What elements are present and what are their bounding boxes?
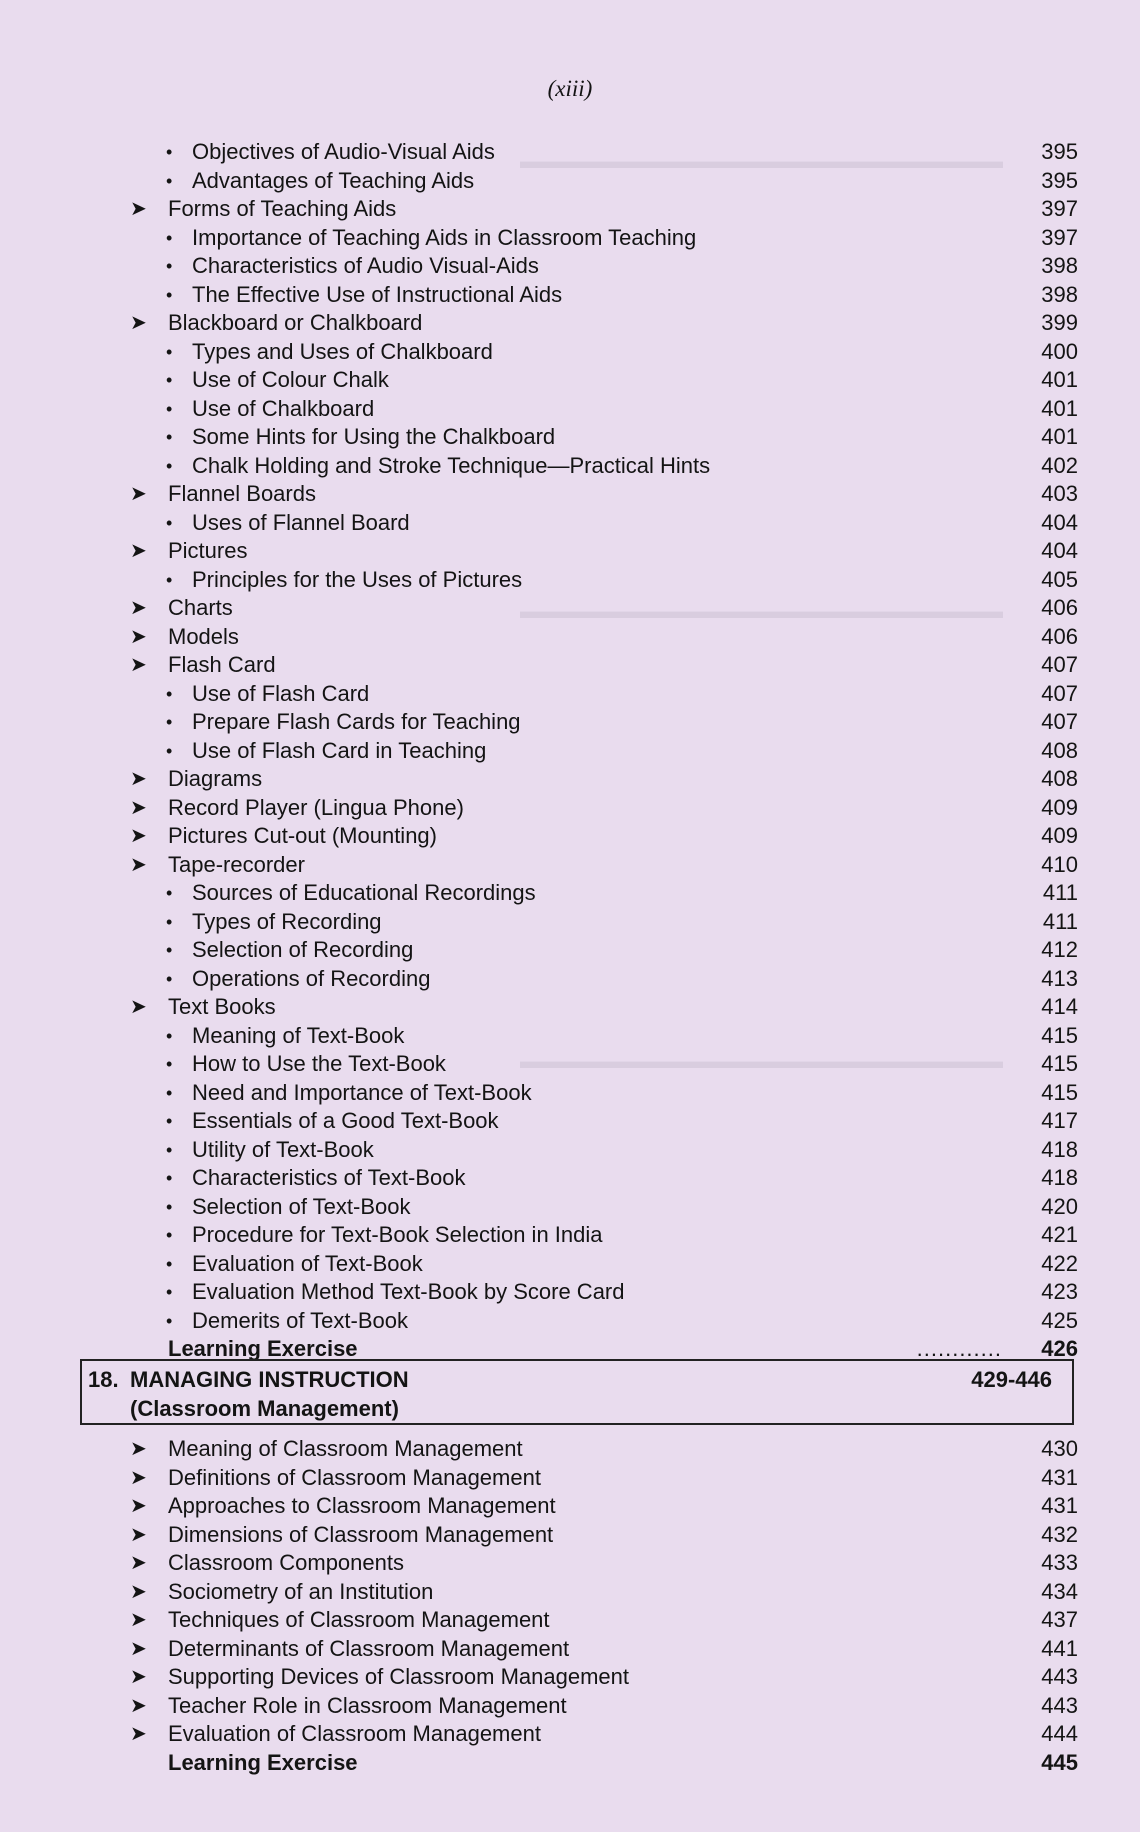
toc-entry bbox=[80, 395, 1078, 424]
entry-page-number: 408 bbox=[1041, 766, 1078, 791]
dot-bullet-icon: • bbox=[166, 142, 173, 162]
dot-bullet-icon: • bbox=[166, 883, 173, 903]
entry-page-number: 409 bbox=[1041, 794, 1078, 820]
entry-title: Forms of Teaching Aids bbox=[168, 196, 397, 221]
dot-bullet-icon: • bbox=[166, 284, 173, 305]
entry-title: Selection of Text-Book bbox=[192, 1193, 411, 1219]
entry-page-number: 401 bbox=[1041, 367, 1078, 392]
arrow-bullet-icon: ➤ bbox=[130, 1552, 147, 1574]
toc-entry bbox=[80, 338, 1078, 367]
entry-page-number: 407 bbox=[1041, 652, 1078, 677]
entry-page-number: 415 bbox=[1041, 1079, 1078, 1105]
toc-entry bbox=[80, 167, 1078, 196]
entry-page-number: 406 bbox=[1041, 595, 1078, 620]
toc-entry bbox=[80, 851, 1078, 880]
arrow-bullet-icon: ➤ bbox=[130, 1466, 147, 1489]
dot-bullet-icon: • bbox=[166, 341, 173, 362]
chapter-page-range: 429-446 bbox=[971, 1367, 1052, 1392]
entry-page-number: 413 bbox=[1041, 965, 1078, 991]
entry-page-number: 444 bbox=[1041, 1721, 1078, 1746]
page-number: (xiii) bbox=[547, 76, 593, 101]
toc-entry bbox=[80, 480, 1078, 509]
toc-entry bbox=[80, 1692, 1078, 1721]
entry-page-number: 400 bbox=[1041, 338, 1078, 364]
toc-entry bbox=[80, 1492, 1078, 1521]
entry-title: How to Use the Text-Book bbox=[192, 1051, 446, 1076]
entry-title: Some Hints for Using the Chalkboard bbox=[192, 424, 556, 449]
entry-title: Use of Flash Card in Teaching bbox=[192, 737, 487, 763]
dot-bullet-icon: • bbox=[166, 1168, 173, 1188]
toc-entry bbox=[80, 680, 1078, 709]
entry-page-number: 414 bbox=[1041, 994, 1078, 1019]
entry-title: Pictures Cut-out (Mounting) bbox=[168, 823, 437, 848]
arrow-bullet-icon: ➤ bbox=[130, 483, 147, 505]
dot-bullet-icon: • bbox=[166, 683, 173, 704]
entry-title: Charts bbox=[168, 595, 233, 620]
dot-bullet-icon: • bbox=[166, 1196, 173, 1217]
entry-title: Flash Card bbox=[168, 652, 276, 677]
entry-page-number: 426 bbox=[1041, 1336, 1078, 1361]
entry-title: Uses of Flannel Board bbox=[192, 509, 410, 535]
entry-title: Use of Flash Card bbox=[192, 680, 370, 706]
entry-page-number: 412 bbox=[1041, 937, 1078, 962]
entry-title: Advantages of Teaching Aids bbox=[192, 167, 475, 193]
entry-page-number: 418 bbox=[1041, 1136, 1078, 1162]
entry-title: Flannel Boards bbox=[168, 481, 316, 506]
toc-entry bbox=[80, 1435, 1078, 1464]
toc-entry bbox=[80, 623, 1078, 652]
entry-page-number: 415 bbox=[1041, 1051, 1078, 1076]
dot-bullet-icon: • bbox=[166, 512, 173, 533]
toc-entry bbox=[80, 1278, 1078, 1307]
entry-title: Classroom Components bbox=[168, 1550, 404, 1575]
entry-page-number: 409 bbox=[1041, 823, 1078, 848]
entry-page-number: 441 bbox=[1041, 1635, 1078, 1661]
entry-title: Use of Colour Chalk bbox=[192, 367, 389, 392]
arrow-bullet-icon: ➤ bbox=[130, 597, 147, 619]
dot-bullet-icon: • bbox=[166, 1282, 173, 1302]
entry-page-number: 443 bbox=[1041, 1664, 1078, 1689]
toc-entry bbox=[80, 1050, 1078, 1079]
entry-page-number: 395 bbox=[1041, 139, 1078, 164]
toc-entry bbox=[80, 537, 1078, 566]
entry-title: Operations of Recording bbox=[192, 965, 431, 991]
entry-title: The Effective Use of Instructional Aids bbox=[192, 281, 563, 307]
entry-title: Procedure for Text-Book Selection in India bbox=[192, 1222, 603, 1247]
dot-bullet-icon: • bbox=[166, 968, 173, 989]
toc-entry bbox=[80, 452, 1078, 481]
entry-page-number: 418 bbox=[1041, 1165, 1078, 1190]
table-of-contents bbox=[80, 138, 1078, 1364]
arrow-bullet-icon: ➤ bbox=[130, 1609, 147, 1631]
entry-title: Evaluation of Classroom Management bbox=[168, 1721, 541, 1746]
toc-entry bbox=[80, 1521, 1078, 1550]
entry-page-number: 415 bbox=[1041, 1022, 1078, 1048]
entry-title: Determinants of Classroom Management bbox=[168, 1635, 570, 1661]
toc-entry bbox=[80, 1549, 1078, 1578]
chapter-contents bbox=[80, 1435, 1078, 1777]
arrow-bullet-icon: ➤ bbox=[130, 625, 147, 648]
entry-page-number: 398 bbox=[1041, 281, 1078, 307]
entry-title: Dimensions of Classroom Management bbox=[168, 1521, 554, 1547]
entry-page-number: 404 bbox=[1041, 509, 1078, 535]
entry-title: Chalk Holding and Stroke Technique—Practical Hints bbox=[192, 452, 711, 478]
entry-title: Characteristics of Text-Book bbox=[192, 1165, 466, 1190]
dot-bullet-icon: • bbox=[166, 740, 173, 761]
toc-entry bbox=[80, 1221, 1078, 1250]
toc-entry bbox=[80, 936, 1078, 965]
toc-entry bbox=[80, 1720, 1078, 1749]
entry-page-number: 423 bbox=[1041, 1279, 1078, 1304]
entry-page-number: 403 bbox=[1041, 481, 1078, 506]
arrow-bullet-icon: ➤ bbox=[130, 1694, 147, 1717]
entry-title: Prepare Flash Cards for Teaching bbox=[192, 709, 521, 734]
dot-bullet-icon: • bbox=[166, 569, 173, 590]
entry-title: Teacher Role in Classroom Management bbox=[168, 1692, 567, 1718]
toc-entry bbox=[80, 252, 1078, 281]
toc-entry bbox=[80, 908, 1078, 937]
entry-title: Learning Exercise bbox=[168, 1749, 358, 1775]
entry-title: Approaches to Classroom Management bbox=[168, 1493, 556, 1518]
dot-bullet-icon: • bbox=[166, 712, 173, 732]
entry-title: Models bbox=[168, 623, 239, 649]
toc-entry bbox=[80, 566, 1078, 595]
entry-title: Techniques of Classroom Management bbox=[168, 1607, 550, 1632]
dot-bullet-icon: • bbox=[166, 370, 173, 390]
entry-page-number: 420 bbox=[1041, 1193, 1078, 1219]
entry-page-number: 402 bbox=[1041, 452, 1078, 478]
entry-page-number: 430 bbox=[1041, 1436, 1078, 1461]
toc-entry bbox=[80, 1635, 1078, 1664]
entry-title: Characteristics of Audio Visual-Aids bbox=[192, 253, 539, 278]
entry-title: Selection of Recording bbox=[192, 937, 414, 962]
chapter-number: 18. bbox=[88, 1367, 119, 1392]
entry-title: Need and Importance of Text-Book bbox=[192, 1079, 532, 1105]
toc-entry bbox=[80, 281, 1078, 310]
arrow-bullet-icon: ➤ bbox=[130, 768, 147, 790]
entry-page-number: 431 bbox=[1041, 1464, 1078, 1490]
arrow-bullet-icon: ➤ bbox=[130, 825, 147, 847]
toc-entry bbox=[80, 1307, 1078, 1336]
dot-bullet-icon: • bbox=[166, 1139, 173, 1160]
entry-title: Learning Exercise bbox=[168, 1336, 358, 1361]
arrow-bullet-icon: ➤ bbox=[130, 1666, 147, 1688]
entry-page-number: 405 bbox=[1041, 566, 1078, 592]
entry-title: Blackboard or Chalkboard bbox=[168, 310, 423, 335]
entry-page-number: 422 bbox=[1041, 1250, 1078, 1276]
toc-entry bbox=[80, 1107, 1078, 1136]
dot-bullet-icon: • bbox=[166, 940, 173, 960]
entry-title: Types and Uses of Chalkboard bbox=[192, 338, 493, 364]
dot-bullet-icon: • bbox=[166, 427, 173, 447]
entry-title: Text Books bbox=[168, 994, 276, 1019]
entry-page-number: 431 bbox=[1041, 1493, 1078, 1518]
entry-title: Importance of Teaching Aids in Classroom Teaching bbox=[192, 224, 697, 250]
toc-entry bbox=[80, 1022, 1078, 1051]
entry-page-number: 401 bbox=[1041, 424, 1078, 449]
entry-page-number: 421 bbox=[1041, 1222, 1078, 1247]
entry-page-number: 407 bbox=[1041, 680, 1078, 706]
chapter-subtitle: (Classroom Management) bbox=[130, 1396, 399, 1421]
toc-entry bbox=[80, 1079, 1078, 1108]
toc-entry bbox=[80, 965, 1078, 994]
toc-entry bbox=[80, 1578, 1078, 1607]
entry-title: Objectives of Audio-Visual Aids bbox=[192, 139, 495, 164]
entry-page-number: 445 bbox=[1041, 1749, 1078, 1775]
entry-title: Meaning of Text-Book bbox=[192, 1022, 405, 1048]
dot-bullet-icon: • bbox=[166, 1310, 173, 1331]
dot-bullet-icon: • bbox=[166, 1054, 173, 1074]
dot-bullet-icon: • bbox=[166, 1111, 173, 1131]
chapter-title: MANAGING INSTRUCTION bbox=[130, 1367, 409, 1392]
entry-title: Principles for the Uses of Pictures bbox=[192, 566, 523, 592]
toc-entry bbox=[80, 309, 1078, 338]
entry-page-number: 443 bbox=[1041, 1692, 1078, 1718]
entry-title: Types of Recording bbox=[192, 908, 382, 934]
toc-entry bbox=[80, 993, 1078, 1022]
toc-entry bbox=[80, 794, 1078, 823]
entry-page-number: 408 bbox=[1041, 737, 1078, 763]
entry-title: Sociometry of an Institution bbox=[168, 1578, 434, 1604]
arrow-bullet-icon: ➤ bbox=[130, 853, 147, 876]
toc-entry bbox=[80, 594, 1078, 623]
arrow-bullet-icon: ➤ bbox=[130, 654, 147, 676]
entry-title: Diagrams bbox=[168, 766, 263, 791]
entry-page-number: 407 bbox=[1041, 709, 1078, 734]
entry-page-number: 404 bbox=[1041, 538, 1078, 563]
entry-page-number: 398 bbox=[1041, 253, 1078, 278]
arrow-bullet-icon: ➤ bbox=[130, 1637, 147, 1660]
toc-entry bbox=[80, 1250, 1078, 1279]
entry-page-number: 425 bbox=[1041, 1307, 1078, 1333]
dot-bullet-icon: • bbox=[166, 227, 173, 248]
entry-page-number: 417 bbox=[1041, 1108, 1078, 1133]
toc-entry bbox=[80, 1464, 1078, 1493]
entry-page-number: 432 bbox=[1041, 1521, 1078, 1547]
learning-exercise-entry bbox=[80, 1749, 1078, 1778]
dot-bullet-icon: • bbox=[166, 455, 173, 476]
toc-entry bbox=[80, 651, 1078, 680]
entry-title: Tape-recorder bbox=[168, 851, 305, 877]
arrow-bullet-icon: ➤ bbox=[130, 312, 147, 334]
arrow-bullet-icon: ➤ bbox=[130, 198, 147, 220]
toc-entry bbox=[80, 765, 1078, 794]
entry-title: Record Player (Lingua Phone) bbox=[168, 794, 464, 820]
entry-page-number: 411 bbox=[1042, 880, 1078, 905]
dot-bullet-icon: • bbox=[166, 256, 173, 276]
entry-title: Evaluation Method Text-Book by Score Card bbox=[192, 1279, 625, 1304]
toc-entry bbox=[80, 1606, 1078, 1635]
entry-page-number: 411 bbox=[1042, 908, 1078, 934]
dot-bullet-icon: • bbox=[166, 1225, 173, 1245]
arrow-bullet-icon: ➤ bbox=[130, 1495, 147, 1517]
arrow-bullet-icon: ➤ bbox=[130, 796, 147, 819]
toc-entry bbox=[80, 822, 1078, 851]
toc-entry bbox=[80, 1663, 1078, 1692]
entry-page-number: 410 bbox=[1041, 851, 1078, 877]
toc-entry bbox=[80, 224, 1078, 253]
dot-bullet-icon: • bbox=[166, 911, 173, 932]
entry-title: Utility of Text-Book bbox=[192, 1136, 374, 1162]
toc-entry bbox=[80, 1136, 1078, 1165]
chapter-heading-box bbox=[80, 1359, 1074, 1425]
entry-title: Meaning of Classroom Management bbox=[168, 1436, 523, 1461]
dot-bullet-icon: • bbox=[166, 398, 173, 419]
entry-title: Demerits of Text-Book bbox=[192, 1307, 409, 1333]
arrow-bullet-icon: ➤ bbox=[130, 1523, 147, 1546]
entry-page-number: 399 bbox=[1041, 310, 1078, 335]
entry-page-number: 434 bbox=[1041, 1578, 1078, 1604]
arrow-bullet-icon: ➤ bbox=[130, 1723, 147, 1745]
arrow-bullet-icon: ➤ bbox=[130, 1438, 147, 1460]
toc-entry bbox=[80, 1164, 1078, 1193]
entry-title: Definitions of Classroom Management bbox=[168, 1464, 541, 1490]
entry-page-number: 433 bbox=[1041, 1550, 1078, 1575]
toc-entry bbox=[80, 708, 1078, 737]
entry-page-number: 397 bbox=[1041, 196, 1078, 221]
entry-title: Sources of Educational Recordings bbox=[192, 880, 536, 905]
dot-bullet-icon: • bbox=[166, 1253, 173, 1274]
entry-title: Pictures bbox=[168, 538, 248, 563]
entry-title: Evaluation of Text-Book bbox=[192, 1250, 423, 1276]
toc-entry bbox=[80, 879, 1078, 908]
toc-entry bbox=[80, 366, 1078, 395]
arrow-bullet-icon: ➤ bbox=[130, 1580, 147, 1603]
toc-entry bbox=[80, 423, 1078, 452]
entry-title: Use of Chalkboard bbox=[192, 395, 375, 421]
toc-entry bbox=[80, 509, 1078, 538]
entry-title: Essentials of a Good Text-Book bbox=[192, 1108, 499, 1133]
toc-entry bbox=[80, 195, 1078, 224]
entry-page-number: 397 bbox=[1041, 224, 1078, 250]
entry-title: Supporting Devices of Classroom Management bbox=[168, 1664, 630, 1689]
entry-page-number: 437 bbox=[1041, 1607, 1078, 1632]
entry-page-number: 406 bbox=[1041, 623, 1078, 649]
entry-page-number: 395 bbox=[1041, 167, 1078, 193]
arrow-bullet-icon: ➤ bbox=[130, 540, 147, 562]
dot-bullet-icon: • bbox=[166, 1025, 173, 1046]
dot-bullet-icon: • bbox=[166, 170, 173, 191]
dot-bullet-icon: • bbox=[166, 1082, 173, 1103]
toc-entry bbox=[80, 138, 1078, 167]
dot-leader: ............ bbox=[916, 1336, 1002, 1361]
toc-entry bbox=[80, 737, 1078, 766]
entry-page-number: 401 bbox=[1041, 395, 1078, 421]
arrow-bullet-icon: ➤ bbox=[130, 996, 147, 1018]
toc-entry bbox=[80, 1193, 1078, 1222]
